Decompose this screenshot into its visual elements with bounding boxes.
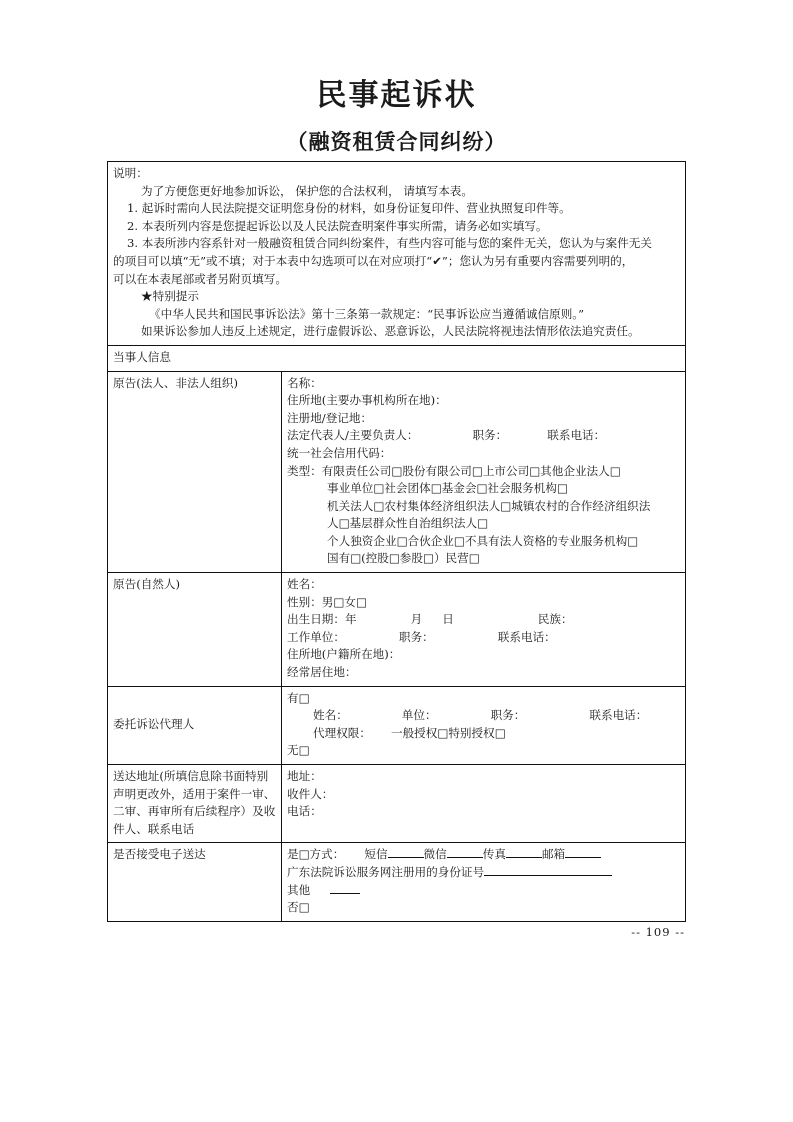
person-workplace-field[interactable]: 工作单位： xyxy=(287,629,345,644)
party-info-header-row xyxy=(108,345,686,371)
birth-month-field[interactable]: 月 xyxy=(410,612,423,627)
person-gender-label: 性别： xyxy=(287,594,322,609)
agent-unit-field[interactable]: 单位： xyxy=(401,708,437,723)
person-birth-label: 出生日期： xyxy=(287,612,345,627)
lawsuit-form-table xyxy=(107,161,686,922)
entity-type-options-6[interactable]: 国有□(控股□参股□）民营□ xyxy=(327,551,480,566)
law-warning: 如果诉讼参加人违反上述规定，进行虚假诉讼、恶意诉讼，人民法院将视违法情形依法追究责任。 xyxy=(141,324,640,339)
entity-type-options-4[interactable]: 人□基层群众性自治组织法人□ xyxy=(327,516,489,531)
electronic-service-yes-line xyxy=(287,846,680,864)
agent-label-text: 委托诉讼代理人 xyxy=(113,717,195,732)
method-wechat-label: 微信 xyxy=(423,847,447,862)
agent-has-checkbox[interactable]: 有□ xyxy=(287,690,310,705)
method-fax-label: 传真 xyxy=(482,847,506,862)
plaintiff-person-fields xyxy=(282,573,686,687)
plaintiff-entity-fields xyxy=(282,371,686,573)
entity-legal-rep-field[interactable]: 法定代表人/主要负责人： xyxy=(287,428,419,443)
entity-registration-field[interactable]: 注册地/登记地： xyxy=(287,410,373,425)
electronic-service-other-line xyxy=(287,882,680,900)
page-title: 民事起诉状 xyxy=(316,78,477,113)
method-email-input[interactable] xyxy=(565,857,601,858)
gender-male-checkbox[interactable]: 男□ xyxy=(321,594,345,609)
agent-name-field[interactable]: 姓名： xyxy=(313,708,348,723)
instructions-item-1: 1. 起诉时需向人民法院提交证明您身份的材料，如身份证复印件、营业执照复印件等。 xyxy=(127,201,571,216)
entity-type-line-1 xyxy=(287,463,680,481)
electronic-service-row xyxy=(108,843,686,921)
person-ethnicity-field[interactable]: 民族： xyxy=(537,612,573,627)
guangdong-court-id-input[interactable] xyxy=(484,875,612,876)
instructions-item-2: 2. 本表所列内容是您提起诉讼以及人民法院查明案件事实所需，请务必如实填写。 xyxy=(127,218,548,233)
entity-credit-code-field[interactable]: 统一社会信用代码： xyxy=(287,445,392,460)
service-address-label-line-2: 声明更改外，适用于案件一审、 xyxy=(113,786,276,801)
instructions-heading: 说明： xyxy=(113,166,148,180)
agent-authority-line xyxy=(287,725,680,743)
person-work-line xyxy=(287,629,680,647)
service-address-label-line-1: 送达地址(所填信息除书面特别 xyxy=(113,769,269,783)
entity-type-label: 类型： xyxy=(287,463,322,478)
authority-special-checkbox[interactable]: 特别授权□ xyxy=(448,725,506,740)
agent-position-field[interactable]: 职务： xyxy=(490,708,526,723)
plaintiff-entity-row xyxy=(108,371,686,573)
instructions-cell xyxy=(108,162,686,346)
birth-year-field[interactable]: 年 xyxy=(344,612,357,627)
service-address-row xyxy=(108,765,686,843)
person-gender-line xyxy=(287,594,680,612)
method-wechat-input[interactable] xyxy=(447,857,483,858)
electronic-service-yes-checkbox[interactable]: 是□方式： xyxy=(287,847,345,862)
entity-type-options-2[interactable]: 事业单位□社会团体□基金会□社会服务机构□ xyxy=(327,481,568,496)
plaintiff-entity-label xyxy=(108,371,282,573)
person-name-field[interactable]: 姓名： xyxy=(287,577,322,592)
method-sms-label: 短信 xyxy=(364,847,388,862)
entity-name-field[interactable]: 名称： xyxy=(287,375,322,390)
service-address-label xyxy=(108,765,282,843)
party-info-header-cell: 当事人信息 xyxy=(108,345,686,371)
agent-row xyxy=(108,686,686,764)
page-footer: -- 109 -- xyxy=(631,925,685,939)
special-tip-heading: ★特别提示 xyxy=(141,289,199,304)
service-address-field[interactable]: 地址： xyxy=(287,769,322,783)
instructions-item-3-line-1: 3. 本表所涉内容系针对一般融资租赁合同纠纷案件，有些内容可能与您的案件无关，您认为与案件无关 xyxy=(127,236,652,251)
instructions-item-3-line-2: 的项目可以填“无”或不填；对于本表中勾选项可以在对应项打“✔”；您认为另有重要内容需要列明的， xyxy=(113,253,634,268)
electronic-service-label xyxy=(108,843,282,921)
plaintiff-person-label xyxy=(108,573,282,687)
agent-none-checkbox[interactable]: 无□ xyxy=(287,743,310,758)
method-sms-input[interactable] xyxy=(388,857,424,858)
birth-day-field[interactable]: 日 xyxy=(442,612,454,627)
authority-general-checkbox[interactable]: 一般授权□ xyxy=(390,725,449,740)
electronic-service-fields xyxy=(282,843,686,921)
entity-legal-rep-line xyxy=(287,427,680,445)
person-domicile-field[interactable]: 住所地(户籍所在地)： xyxy=(287,647,401,662)
service-address-fields xyxy=(282,765,686,843)
entity-type-options-5[interactable]: 个人独资企业□合伙企业□不具有法人资格的专业服务机构□ xyxy=(327,533,639,548)
page-subtitle: （融资租赁合同纠纷） xyxy=(286,129,507,154)
entity-phone-field[interactable]: 联系电话： xyxy=(547,428,606,443)
agent-fields xyxy=(282,686,686,764)
electronic-service-label-text: 是否接受电子送达 xyxy=(113,847,206,862)
gender-female-checkbox[interactable]: 女□ xyxy=(344,594,367,609)
entity-domicile-field[interactable]: 住所地(主要办事机构所在地)： xyxy=(287,393,447,408)
agent-detail-line xyxy=(287,707,680,725)
instructions-row xyxy=(108,162,686,346)
person-residence-field[interactable]: 经常居住地： xyxy=(287,665,357,680)
other-method-input[interactable] xyxy=(330,893,360,894)
agent-authority-label: 代理权限： xyxy=(313,725,371,740)
method-fax-input[interactable] xyxy=(506,857,542,858)
electronic-service-no-checkbox[interactable]: 否□ xyxy=(287,900,310,915)
instructions-intro: 为了方便您更好地参加诉讼， 保护您的合法权利， 请填写本表。 xyxy=(141,183,473,198)
plaintiff-person-row xyxy=(108,573,686,687)
entity-type-options-3[interactable]: 机关法人□农村集体经济组织法人□城镇农村的合作经济组织法 xyxy=(327,498,651,513)
service-recipient-field[interactable]: 收件人： xyxy=(287,786,334,801)
instructions-item-3-line-3: 可以在本表尾部或者另附页填写。 xyxy=(113,271,287,286)
service-address-label-line-3: 二审、再审所有后续程序）及收 xyxy=(113,804,276,819)
service-phone-field[interactable]: 电话： xyxy=(287,804,322,819)
agent-phone-field[interactable]: 联系电话： xyxy=(589,708,648,723)
method-email-label: 邮箱 xyxy=(541,847,566,862)
person-phone-field[interactable]: 联系电话： xyxy=(497,629,556,644)
electronic-service-id-line xyxy=(287,864,680,882)
service-address-label-line-4: 件人、联系电话 xyxy=(113,821,195,836)
entity-type-options-1[interactable]: 有限责任公司□股份有限公司□上市公司□其他企业法人□ xyxy=(321,463,621,478)
law-quote: 《中华人民共和国民事诉讼法》第十三条第一款规定：“民事诉讼应当遵循诚信原则。” xyxy=(149,306,585,321)
entity-position-field[interactable]: 职务： xyxy=(472,428,508,443)
other-method-label: 其他 xyxy=(287,882,311,897)
person-birth-line xyxy=(287,611,680,629)
agent-label xyxy=(108,686,282,764)
plaintiff-person-label-text: 原告(自然人) xyxy=(113,577,181,592)
person-position-field[interactable]: 职务： xyxy=(398,629,434,644)
plaintiff-entity-label-text: 原告(法人、非法人组织) xyxy=(113,375,238,390)
guangdong-court-id-label: 广东法院诉讼服务网注册用的身份证号 xyxy=(287,864,485,879)
